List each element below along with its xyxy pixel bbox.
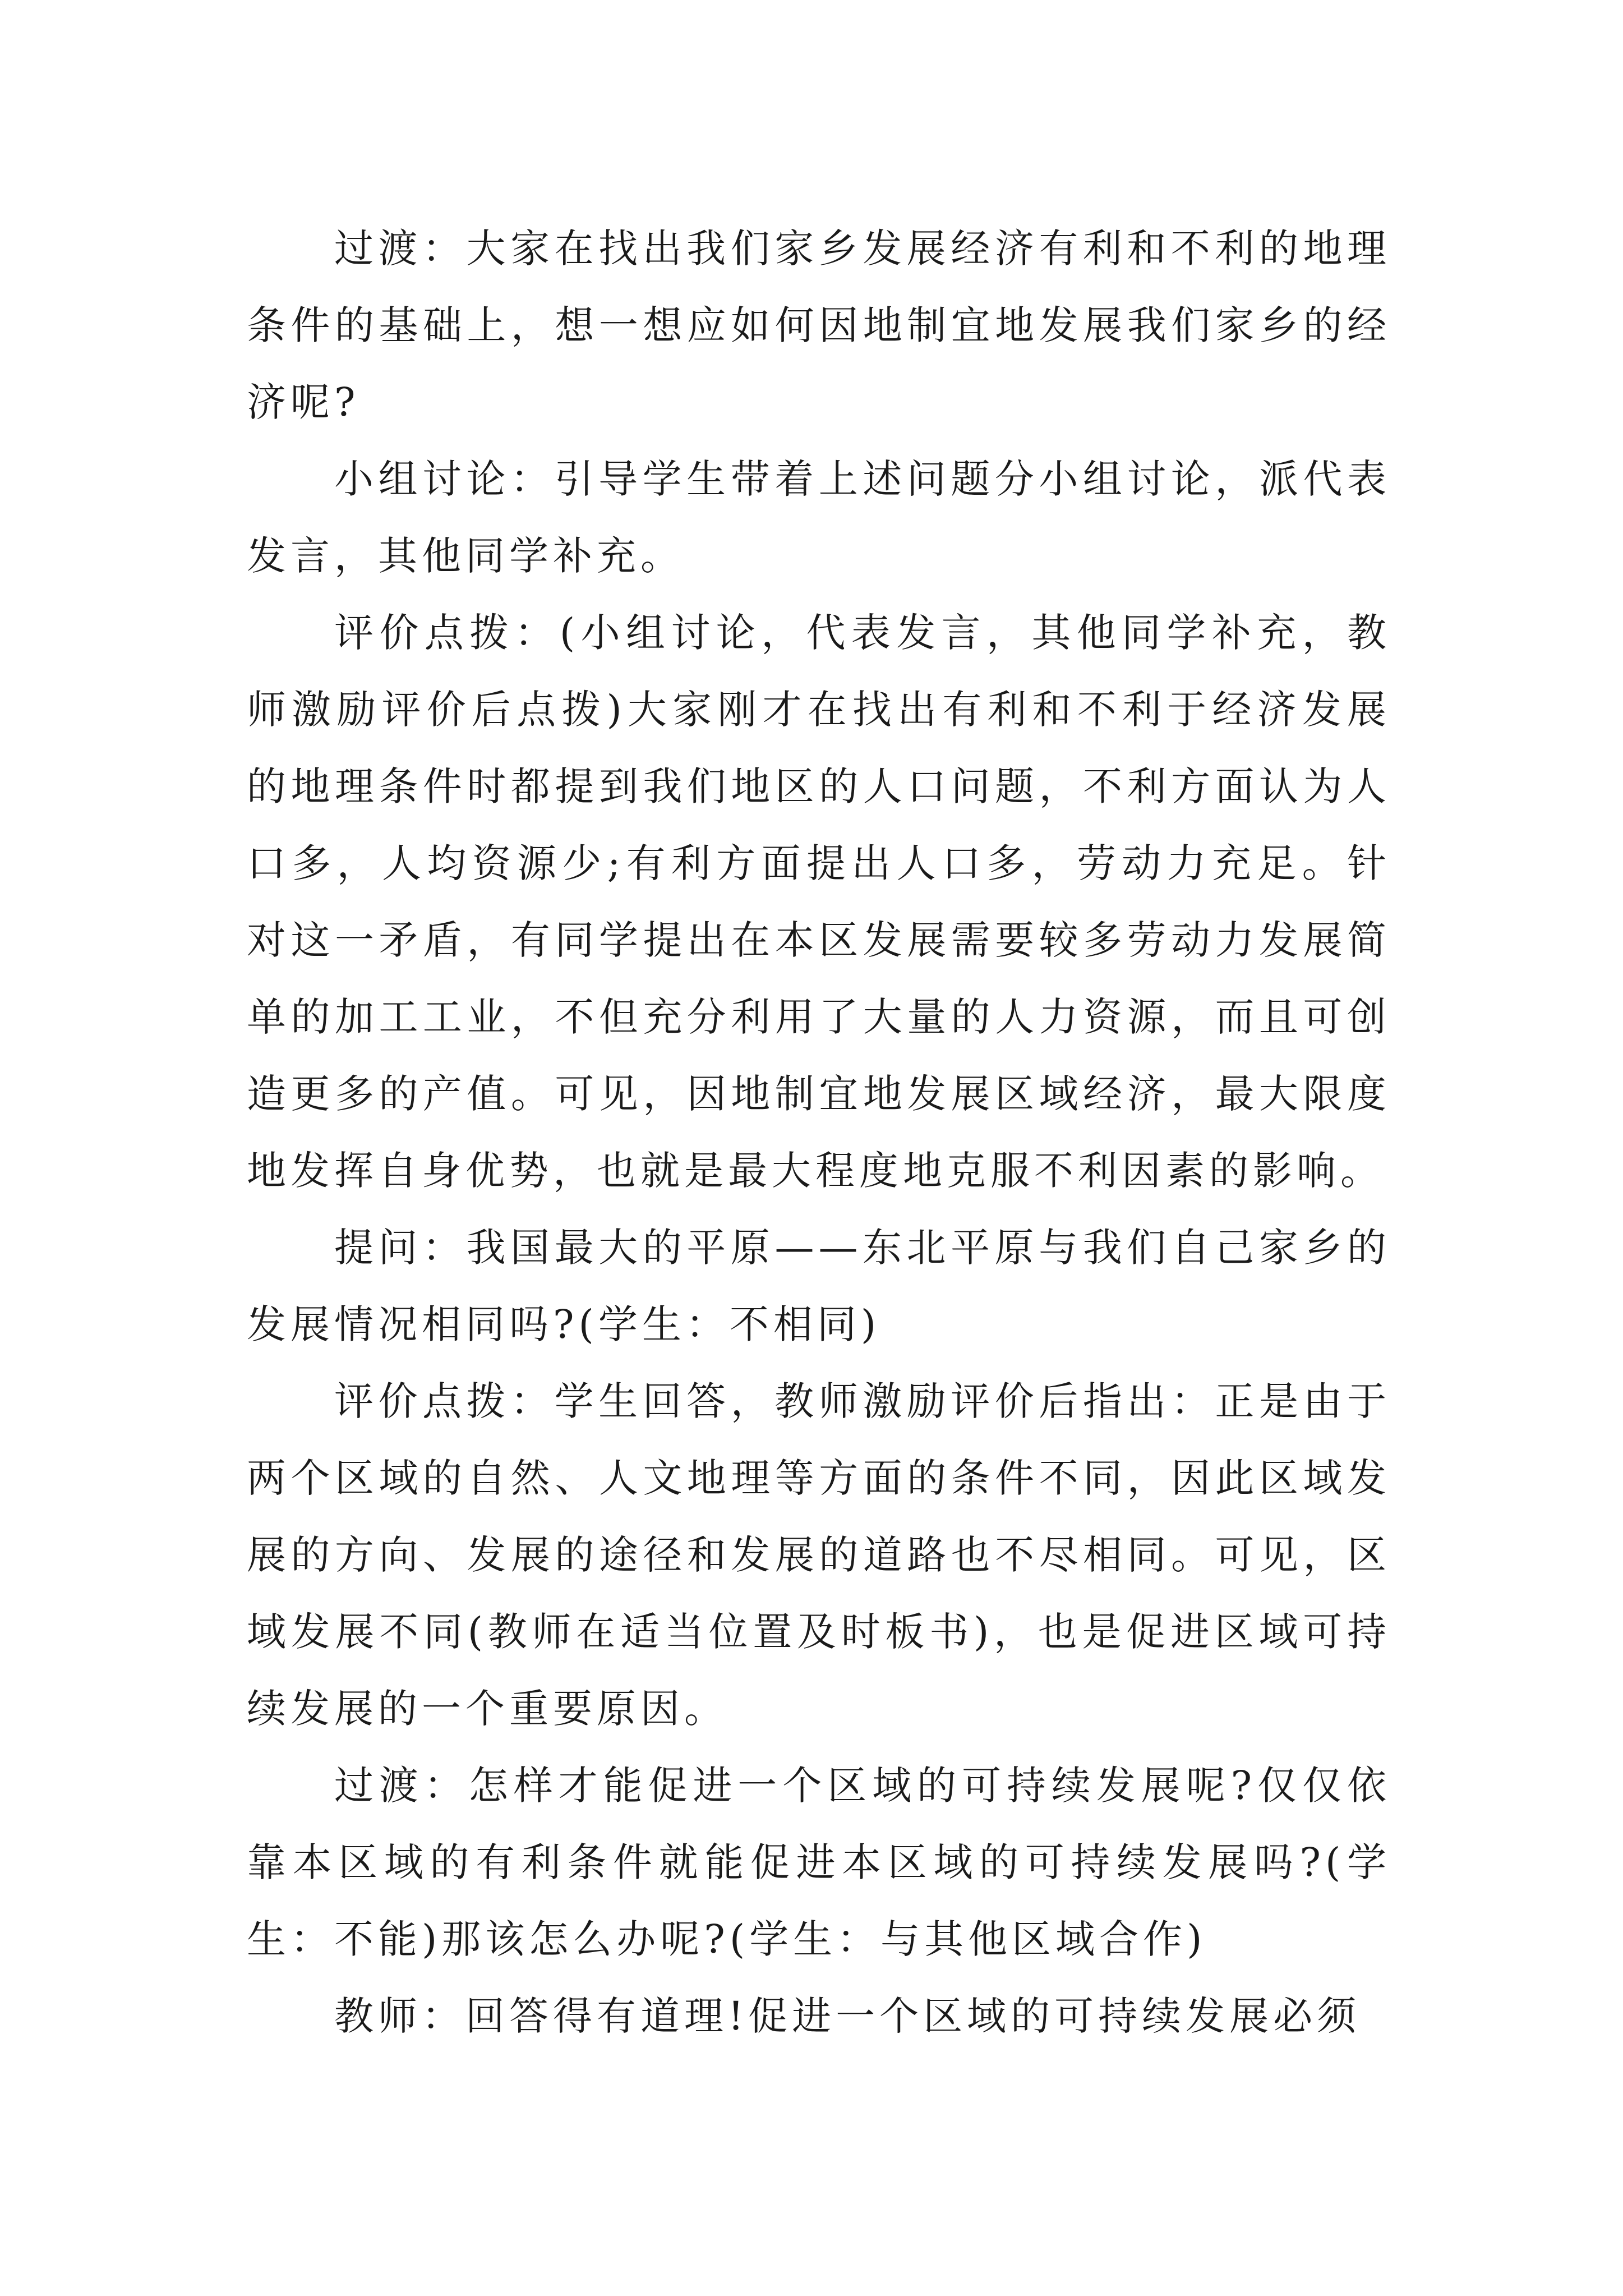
paragraph-question: 提问：我国最大的平原——东北平原与我们自己家乡的发展情况相同吗?(学生：不相同) [247, 1225, 1391, 1347]
paragraph-teacher: 教师：回答得有道理!促进一个区域的可持续发展必须 [334, 1993, 1361, 2039]
paragraph-group-discussion: 小组讨论：引导学生带着上述问题分小组讨论，派代表发言，其他同学补充。 [247, 456, 1391, 579]
paragraph-evaluation-2: 评价点拨：学生回答，教师激励评价后指出：正是由于两个区域的自然、人文地理等方面的条件不同，因此区域发展的方向、发展的途径和发展的道路也不尽相同。可见，区域发展不同(教师在适当位置及时板书)，也是促进区域可持续发展的一个重要原因。 [247, 1378, 1391, 1732]
body-text [247, 210, 1391, 2055]
paragraph-transition-1: 过渡：大家在找出我们家乡发展经济有利和不利的地理条件的基础上，想一想应如何因地制宜地发展我们家乡的经济呢? [247, 226, 1391, 425]
paragraph-evaluation-1: 评价点拨：(小组讨论，代表发言，其他同学补充，教师激励评价后点拨)大家刚才在找出有利和不利于经济发展的地理条件时都提到我们地区的人口问题，不利方面认为人口多，人均资源少;有利方面提出人口多，劳动力充足。针对这一矛盾，有同学提出在本区发展需要较多劳动力发展简单的加工工业，不但充分利用了大量的人力资源，而且可创造更多的产值。可见，因地制宜地发展区域经济，最大限度地发挥自身优势，也就是最大程度地克服不利因素的影响。 [247, 610, 1391, 1194]
paragraph-transition-2: 过渡：怎样才能促进一个区域的可持续发展呢?仅仅依靠本区域的有利条件就能促进本区域的可持续发展吗?(学生：不能)那该怎么办呢?(学生：与其他区域合作) [247, 1763, 1391, 1962]
